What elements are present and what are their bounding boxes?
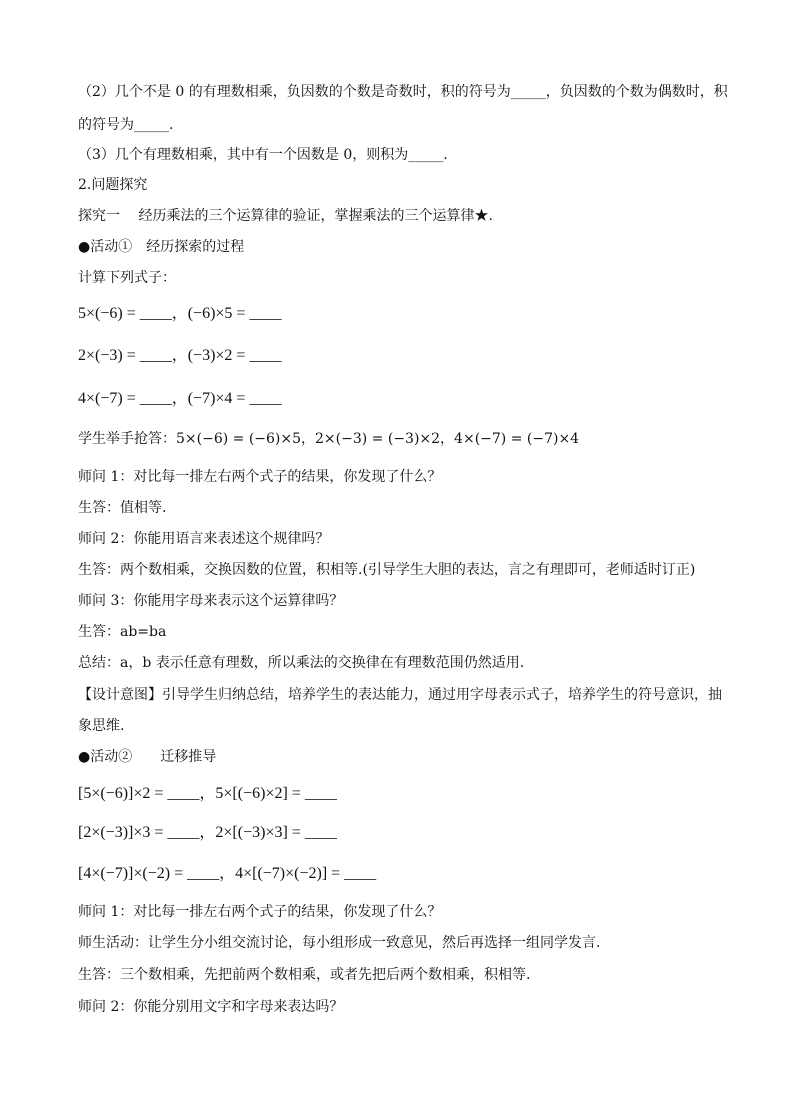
math-expression-line: [2×(−3)]×3 = ____，2×[(−3)×3] = ____ [78,824,337,841]
math-expression-line: 2×(−3) = ____，(−3)×2 = ____ [78,347,282,364]
text-line: 学生举手抢答：5×(−6) = (−6)×5，2×(−3) = (−3)×2，4×(−7) = (−7)×4 [78,431,580,447]
text-line: （2）几个不是 0 的有理数相乘，负因数的个数是奇数时，积的符号为_____，负因数的个数为偶数时，积 [78,84,728,100]
text-line: 2.问题探究 [78,177,148,193]
text-line: 总结：a，b 表示任意有理数，所以乘法的交换律在有理数范围仍然适用. [78,655,525,671]
text-line: 生答：值相等. [78,500,167,516]
text-line: 的符号为_____. [78,117,174,133]
text-line: 【设计意图】引导学生归纳总结，培养学生的表达能力，通过用字母表示式子，培养学生的符号意识，抽 [78,687,722,703]
math-expression-line: 4×(−7) = ____，(−7)×4 = ____ [78,390,282,407]
text-line: 生答：两个数相乘，交换因数的位置，积相等.(引导学生大胆的表达，言之有理即可，老师适时订正) [78,562,696,578]
text-line: ●活动② 迁移推导 [78,749,217,765]
text-line: （3）几个有理数相乘，其中有一个因数是 0，则积为_____. [78,147,448,163]
text-line: ●活动① 经历探索的过程 [78,239,245,255]
text-line: 计算下列式子： [78,270,176,286]
math-expression-line: [5×(−6)]×2 = ____，5×[(−6)×2] = ____ [78,785,337,802]
math-expression-line: 5×(−6) = ____，(−6)×5 = ____ [78,305,282,322]
math-expression-line: [4×(−7)]×(−2) = ____，4×[(−7)×(−2)] = ____ [78,865,377,882]
text-line: 师问 2：你能用语言来表述这个规律吗？ [78,531,330,547]
text-line: 师问 1：对比每一排左右两个式子的结果，你发现了什么？ [78,469,442,485]
text-line: 师问 3：你能用字母来表示这个运算律吗？ [78,593,344,609]
text-line: 师问 1：对比每一排左右两个式子的结果，你发现了什么？ [78,904,442,920]
text-line: 象思维. [78,718,125,734]
text-line: 师问 2：你能分别用文字和字母来表达吗？ [78,999,344,1015]
text-line: 探究一 经历乘法的三个运算律的验证，掌握乘法的三个运算律★. [78,208,493,224]
text-line: 师生活动：让学生分小组交流讨论，每小组形成一致意见，然后再选择一组同学发言. [78,935,601,951]
text-line: 生答：ab=ba [78,624,167,640]
text-line: 生答：三个数相乘，先把前两个数相乘，或者先把后两个数相乘，积相等. [78,967,531,983]
